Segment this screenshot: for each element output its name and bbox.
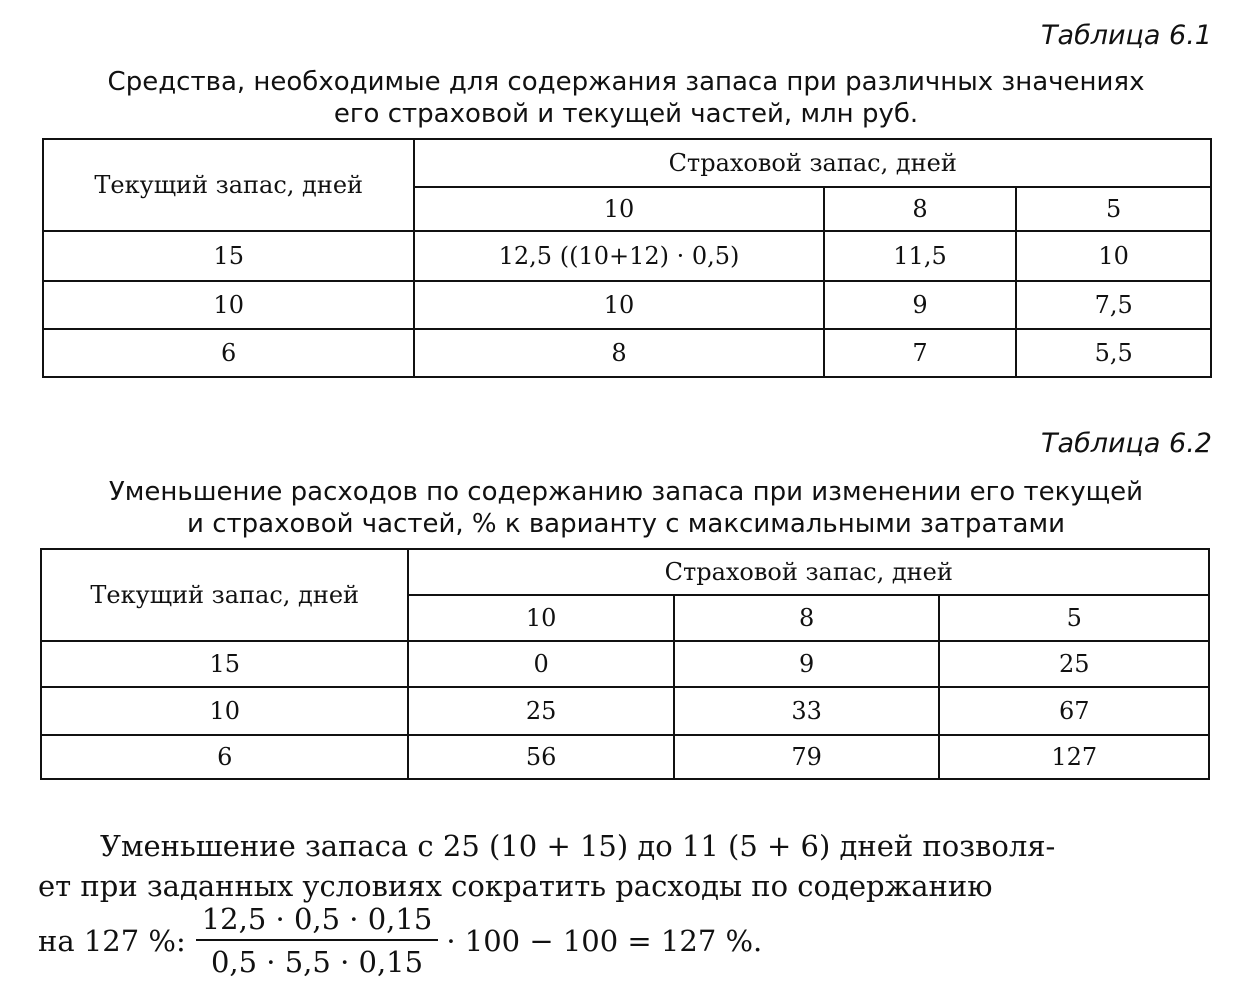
table-cell: 67 [939, 687, 1209, 735]
table1-title [40, 66, 1212, 130]
table1 [42, 138, 1212, 378]
table-cell: 8 [414, 329, 823, 377]
table2-title-line2: и страховой частей, % к варианту с максимальными затратами [187, 509, 1065, 539]
table1-title-line2: его страховой и текущей частей, млн руб. [333, 99, 919, 129]
row-label: 6 [43, 329, 414, 377]
table-row [43, 329, 1211, 377]
table1-col-header: 8 [824, 187, 1017, 231]
formula-numerator: 12,5 · 0,5 · 0,15 [196, 902, 439, 941]
table-cell: 10 [414, 281, 823, 329]
table-row [43, 231, 1211, 281]
table-cell: 11,5 [824, 231, 1017, 281]
table1-row-header: Текущий запас, дней [43, 139, 414, 231]
table1-col-header: 5 [1016, 187, 1211, 231]
formula-denominator: 0,5 · 5,5 · 0,15 [210, 945, 424, 979]
table-cell: 9 [824, 281, 1017, 329]
row-label: 10 [43, 281, 414, 329]
table-cell: 5,5 [1016, 329, 1211, 377]
table-cell: 12,5 ((10+12) · 0,5) [414, 231, 823, 281]
table-cell: 25 [939, 641, 1209, 687]
table2-col-header: 10 [408, 595, 674, 641]
body-paragraph [38, 826, 1210, 906]
table2-col-header: 8 [674, 595, 940, 641]
table-cell: 56 [408, 735, 674, 779]
formula-prefix: на 127 %: [38, 923, 186, 958]
table2-title-line1: Уменьшение расходов по содержанию запаса при изменении его текущей [108, 477, 1144, 507]
table-cell: 7 [824, 329, 1017, 377]
table-cell: 127 [939, 735, 1209, 779]
table2-row-header: Текущий запас, дней [41, 549, 408, 641]
table-cell: 10 [1016, 231, 1211, 281]
table-cell: 0 [408, 641, 674, 687]
table1-caption: Таблица 6.1 [1041, 20, 1212, 51]
formula-fraction [196, 902, 439, 979]
table2-group-header: Страховой запас, дней [408, 549, 1209, 595]
table-cell: 33 [674, 687, 940, 735]
row-label: 10 [41, 687, 408, 735]
table2-title [40, 476, 1212, 540]
table-row [41, 687, 1209, 735]
table-row [43, 281, 1211, 329]
table-cell: 9 [674, 641, 940, 687]
table-cell: 7,5 [1016, 281, 1211, 329]
table2-caption: Таблица 6.2 [1041, 428, 1212, 459]
table-row [41, 735, 1209, 779]
table-cell: 25 [408, 687, 674, 735]
table1-group-header: Страховой запас, дней [414, 139, 1211, 187]
table1-title-line1: Средства, необходимые для содержания запаса при различных значениях [107, 67, 1145, 97]
formula-suffix: · 100 − 100 = 127 %. [446, 923, 763, 958]
row-label: 15 [41, 641, 408, 687]
row-label: 15 [43, 231, 414, 281]
formula [38, 902, 762, 979]
row-label: 6 [41, 735, 408, 779]
paragraph-line2: ет при заданных условиях сократить расходы по содержанию [38, 869, 993, 903]
table1-col-header: 10 [414, 187, 823, 231]
table-row [41, 641, 1209, 687]
table2-col-header: 5 [939, 595, 1209, 641]
table2 [40, 548, 1210, 780]
paragraph-line1: Уменьшение запаса с 25 (10 + 15) до 11 (5 + 6) дней позволя- [100, 829, 1056, 863]
table-cell: 79 [674, 735, 940, 779]
